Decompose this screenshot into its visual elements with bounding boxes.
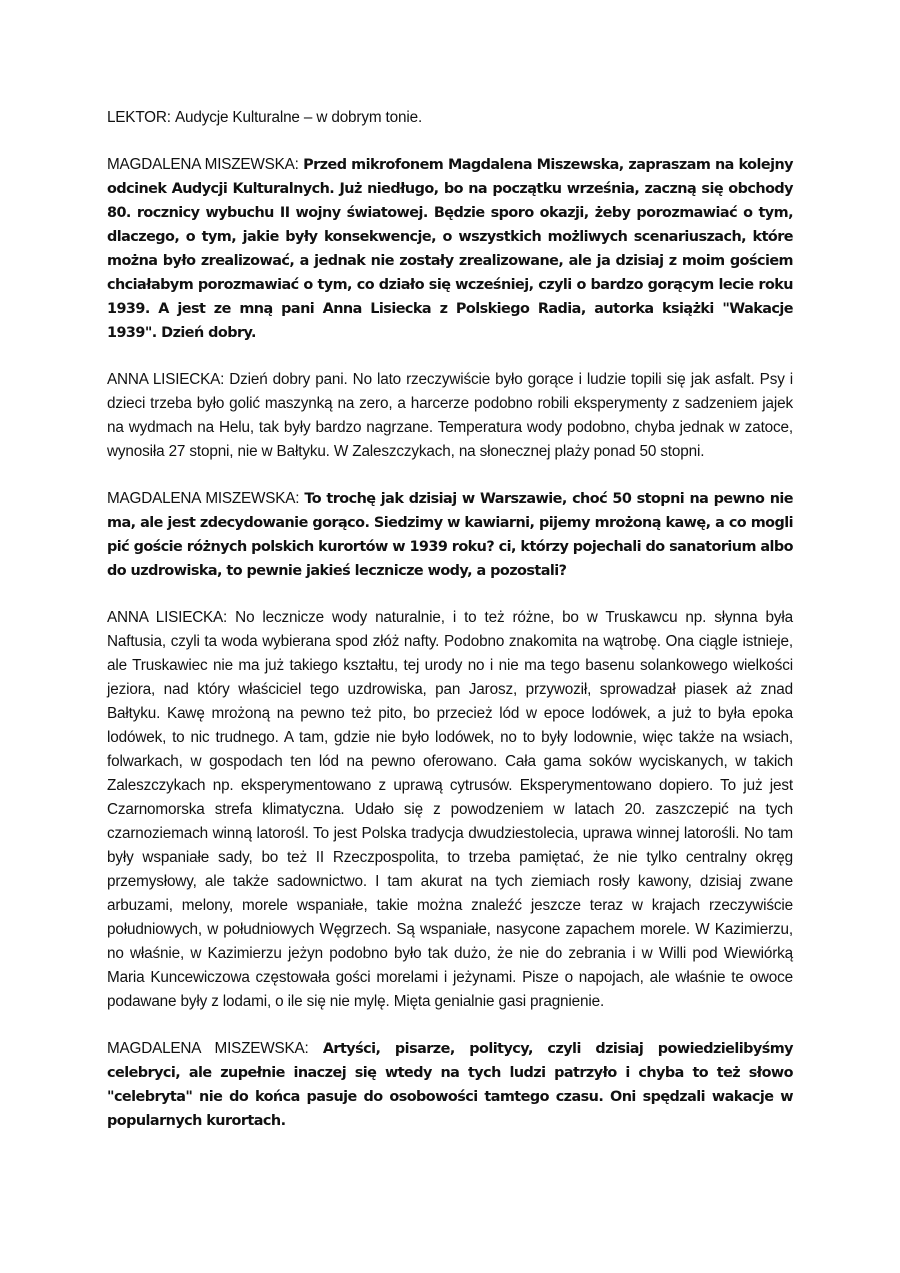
- speaker-label: MAGDALENA MISZEWSKA:: [107, 1040, 309, 1057]
- paragraph-text: Dzień dobry pani. No lato rzeczywiście było gorące i ludzie topili się jak asfalt. Psy i dzieci trzeba było golić maszynką na zero, a harcerze podobno robili eksperymenty z sadzeniem jajek na wydmach na Helu, tak były bardzo nagrzane. Temperatura wody podobno, chyba jednak w zatoce, wynosiła 27 stopni, nie w Bałtyku. W Zaleszczykach, na słonecznej plaży ponad 50 stopni.: [107, 371, 793, 460]
- speaker-label: ANNA LISIECKA:: [107, 609, 228, 626]
- paragraph-text: Przed mikrofonem Magdalena Miszewska, zapraszam na kolejny odcinek Audycji Kulturalnych. Już niedługo, bo na początku września, zaczną się obchody 80. rocznicy wybuchu II wojny światowej. Będzie sporo okazji, żeby porozmawiać o tym, dlaczego, o tym, jakie były konsekwencje, o wszystkich możliwych scenariuszach, które można było zrealizować, a jednak nie zostały zrealizowane, ale ja dzisiaj z moim gościem chciałabym porozmawiać o tym, co działo się wcześniej, czyli o bardzo gorącym lecie roku 1939. A jest ze mną pani Anna Lisiecka z Polskiego Radia, autorka książki "Wakacje 1939". Dzień dobry.: [107, 157, 794, 341]
- speaker-label: ANNA LISIECKA:: [107, 371, 225, 388]
- paragraph-text: To trochę jak dzisiaj w Warszawie, choć 50 stopni na pewno nie ma, ale jest zdecydowanie gorąco. Siedzimy w kawiarni, pijemy mrożoną kawę, a co mogli pić goście różnych polskich kurortów w 1939 roku? ci, którzy pojechali do sanatorium albo do uzdrowiska, to pewnie jakieś lecznicze wody, a pozostali?: [107, 491, 793, 579]
- speaker-label: MAGDALENA MISZEWSKA:: [107, 490, 300, 507]
- paragraph-lektor-intro: [107, 106, 793, 130]
- paragraph-miszewska-2: [107, 487, 793, 583]
- speaker-label: MAGDALENA MISZEWSKA:: [107, 156, 299, 173]
- paragraph-text: No lecznicze wody naturalnie, i to też różne, bo w Truskawcu np. słynna była Naftusia, czyli ta woda wybierana spod złóż nafty. Podobno znakomita na wątrobę. Ona ciągle istnieje, ale Truskawiec nie ma już takiego kształtu, tej urody no i nie ma tego basenu solankowego wielkości jeziora, nad który właściciel tego uzdrowiska, pan Jarosz, przywoził, sprowadzał piasek aż znad Bałtyku. Kawę mrożoną na pewno też pito, bo przecież lód w epoce lodówek, a już to była epoka lodówek, to nic trudnego. A tam, gdzie nie było lodówek, no to były lodownie, więc także na wsiach, folwarkach, w gospodach ten lód na pewno oferowano. Cała gama soków wyciskanych, w takich Zaleszczykach np. eksperymentowano z uprawą cytrusów. Eksperymentowano dopiero. To już jest Czarnomorska strefa klimatyczna. Udało się z powodzeniem w latach 20. zaszczepić na tych czarnoziemach winną latorośl. To jest Polska tradycja dwudziestolecia, uprawa winnej latorośli. No tam były wspaniałe sady, bo też II Rzeczpospolita, to trzeba pamiętać, że nie tylko centralny okręg przemysłowy, ale także sadownictwo. I tam akurat na tych ziemiach rosły kawony, dzisiaj zwane arbuzami, melony, morele wspaniałe, takie można znaleźć jeszcze teraz w krajach rzeczywiście południowych, w południowych Węgrzech. Są wspaniałe, nasycone zapachem morele. W Kazimierzu, no właśnie, w Kazimierzu jeżyn podobno było tak dużo, że nie do zebrania i w Willi pod Wiewiórką Maria Kuncewiczowa częstowała gości morelami i jeżynami. Pisze o napojach, ale właśnie te owoce podawane były z lodami, o ile się nie mylę. Mięta genialnie gasi pragnienie.: [107, 609, 793, 1010]
- paragraph-text: Artyści, pisarze, politycy, czyli dzisiaj powiedzielibyśmy celebryci, ale zupełnie inaczej się wtedy na tych ludzi patrzyło i chyba to też słowo "celebryta" nie do końca pasuje do osobowości tamtego czasu. Oni spędzali wakacje w popularnych kurortach.: [107, 1041, 794, 1129]
- paragraph-miszewska-3: [107, 1037, 793, 1133]
- paragraph-miszewska-1: [107, 153, 793, 345]
- paragraph-lisiecka-1: [107, 368, 793, 464]
- transcript-page: [107, 106, 793, 1156]
- paragraph-text: Audycje Kulturalne – w dobrym tonie.: [174, 109, 423, 126]
- paragraph-lisiecka-2: [107, 606, 793, 1014]
- speaker-label: LEKTOR:: [107, 109, 171, 126]
